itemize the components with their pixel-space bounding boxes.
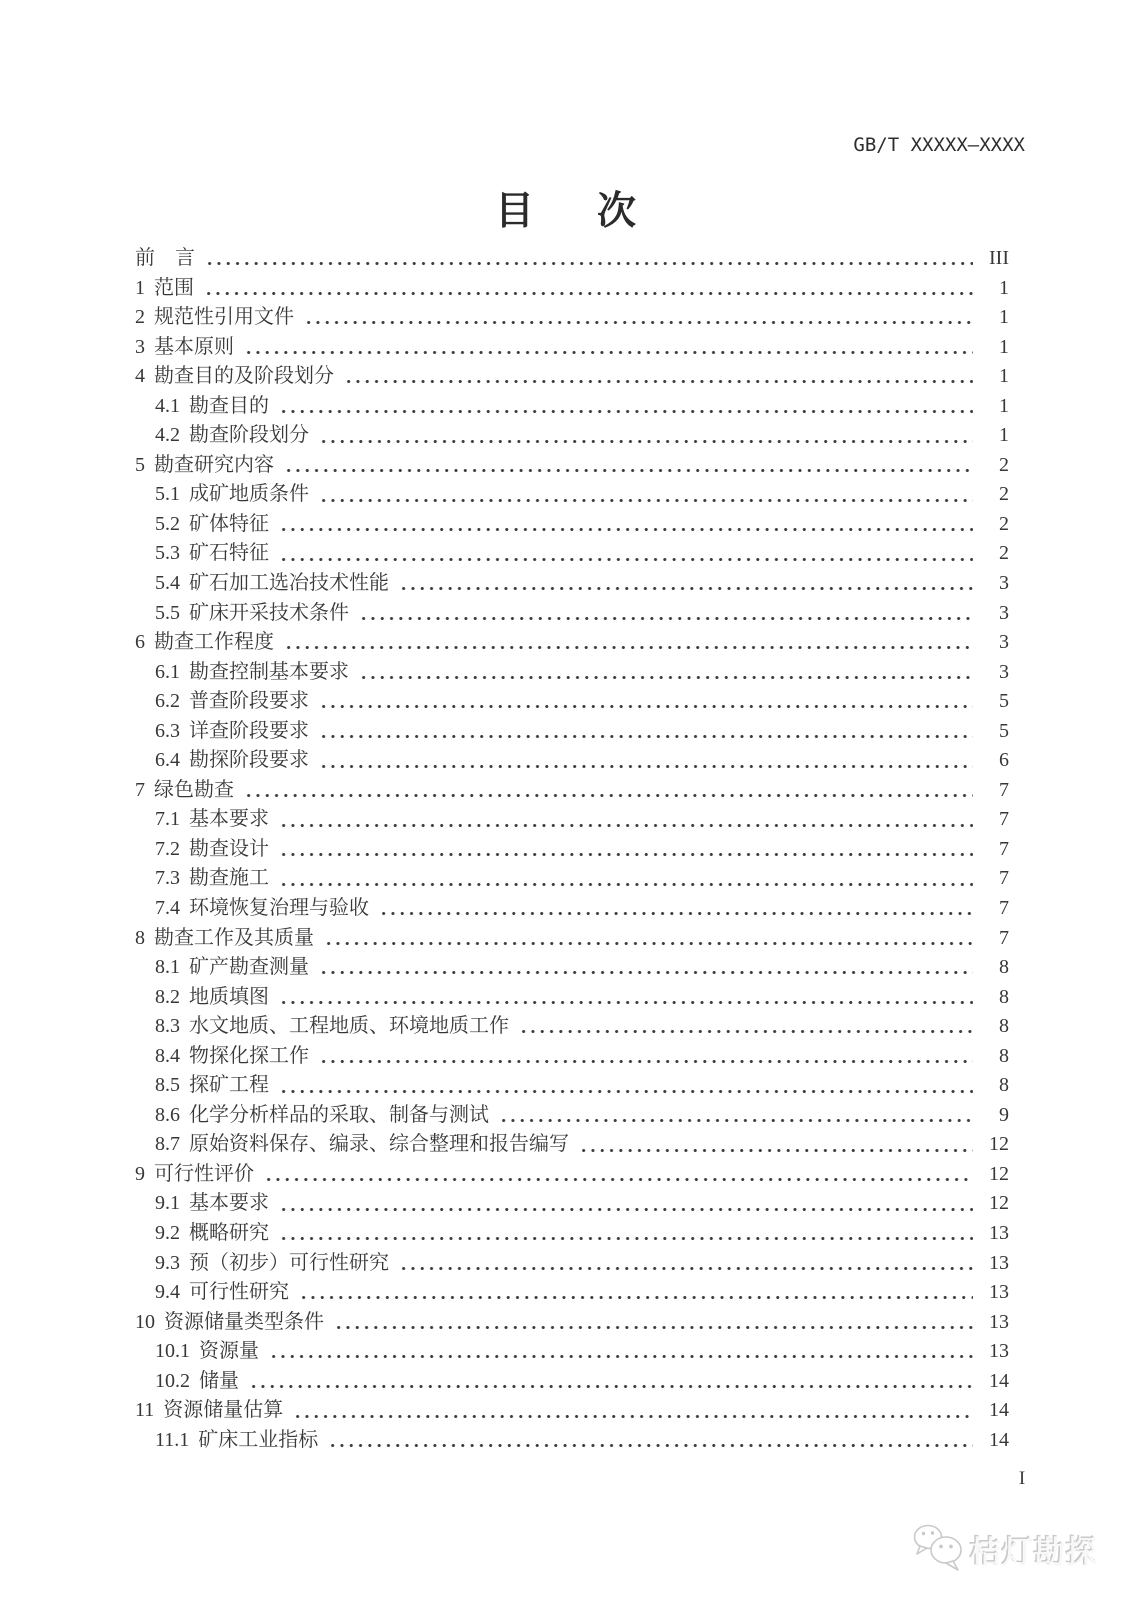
toc-entry-page: 14	[989, 1369, 1009, 1392]
toc-leader-dots	[319, 487, 973, 507]
toc-entry-page: 7	[999, 926, 1009, 949]
toc-entry-label: 4 勘查目的及阶段划分	[135, 365, 334, 388]
toc-entry[interactable]	[135, 1364, 1009, 1394]
toc-leader-dots	[249, 1373, 973, 1393]
toc-entry-page: 13	[989, 1340, 1009, 1363]
toc-leader-dots	[279, 1226, 973, 1246]
toc-entry-page: 14	[989, 1428, 1009, 1451]
wechat-icon	[912, 1522, 964, 1577]
toc-entry[interactable]	[135, 389, 1009, 419]
toc-entry-page: 6	[999, 749, 1009, 772]
toc-entry[interactable]	[135, 802, 1009, 832]
toc-entry-label: 4.1 勘查目的	[155, 394, 269, 417]
toc-entry[interactable]	[135, 773, 1009, 803]
toc-leader-dots	[319, 1048, 973, 1068]
toc-entry[interactable]	[135, 1246, 1009, 1276]
toc-leader-dots	[319, 694, 973, 714]
toc-entry-label: 9.2 概略研究	[155, 1222, 269, 1244]
toc-leader-dots	[334, 1314, 973, 1334]
toc-entry-label: 11 资源储量估算	[135, 1399, 284, 1422]
toc-entry[interactable]	[135, 418, 1009, 448]
toc-entry-label: 前 言	[135, 246, 195, 269]
toc-entry-label: 9.1 基本要求	[155, 1192, 269, 1215]
toc-entry[interactable]	[135, 1334, 1009, 1364]
toc-leader-dots	[279, 546, 973, 566]
toc-entry[interactable]	[135, 1393, 1009, 1423]
toc-entry-label: 8.5 探矿工程	[155, 1074, 269, 1097]
toc-entry[interactable]	[135, 921, 1009, 951]
toc-leader-dots	[264, 1167, 973, 1187]
toc-entry-page: 14	[989, 1399, 1009, 1422]
toc-entry[interactable]	[135, 300, 1009, 330]
toc-entry-page: 3	[999, 601, 1009, 624]
toc-leader-dots	[284, 457, 973, 477]
toc-entry-label: 6.3 详查阶段要求	[155, 719, 309, 742]
toc-leader-dots	[379, 901, 973, 921]
toc-entry[interactable]	[135, 1068, 1009, 1098]
toc-entry-label: 1 范围	[135, 276, 194, 299]
toc-entry-label: 5.5 矿床开采技术条件	[155, 601, 349, 624]
toc-leader-dots	[499, 1107, 973, 1127]
toc-entry-label: 8.4 物探化探工作	[155, 1044, 309, 1067]
toc-entry[interactable]	[135, 714, 1009, 744]
toc-leader-dots	[299, 1285, 973, 1305]
toc-entry-page: 1	[999, 424, 1009, 447]
toc-entry-page: 7	[999, 896, 1009, 919]
toc-entry-page: 5	[999, 690, 1009, 713]
toc-entry[interactable]	[135, 655, 1009, 685]
toc-entry-page: 3	[999, 660, 1009, 683]
toc-entry-label: 6 勘查工作程度	[135, 631, 274, 654]
toc-entry-label: 11.1 矿床工业指标	[155, 1428, 319, 1451]
toc-leader-dots	[324, 930, 973, 950]
page-title: 目 次	[494, 190, 648, 233]
toc-leader-dots	[279, 398, 973, 418]
toc-entry[interactable]	[135, 596, 1009, 626]
toc-entry-page: 3	[999, 571, 1009, 594]
toc-leader-dots	[279, 516, 973, 536]
toc-leader-dots	[279, 841, 973, 861]
toc-entry-label: 7 绿色勘查	[135, 778, 234, 801]
toc-entry-label: 7.3 勘查施工	[155, 867, 269, 890]
toc-entry-page: 8	[999, 1015, 1009, 1038]
toc-leader-dots	[359, 664, 973, 684]
toc-list	[135, 241, 1009, 1452]
toc-entry[interactable]	[135, 507, 1009, 537]
toc-entry[interactable]	[135, 1216, 1009, 1246]
toc-entry[interactable]	[135, 625, 1009, 655]
toc-entry-page: 8	[999, 1074, 1009, 1097]
toc-entry[interactable]	[135, 241, 1009, 271]
toc-entry-label: 5.1 成矿地质条件	[155, 483, 309, 506]
toc-entry-page: 7	[999, 778, 1009, 801]
toc-leader-dots	[204, 280, 973, 300]
toc-leader-dots	[579, 1137, 973, 1157]
toc-entry-page: 1	[999, 394, 1009, 417]
toc-entry-page: 1	[999, 306, 1009, 329]
toc-leader-dots	[279, 1078, 973, 1098]
toc-entry-label: 9.3 预（初步）可行性研究	[155, 1251, 389, 1274]
toc-entry-page: 8	[999, 956, 1009, 979]
toc-entry-label: 8 勘查工作及其质量	[135, 926, 314, 949]
toc-leader-dots	[244, 782, 973, 802]
toc-entry-label: 8.7 原始资料保存、编录、综合整理和报告编写	[155, 1133, 569, 1156]
toc-leader-dots	[319, 753, 973, 773]
toc-entry[interactable]	[135, 566, 1009, 596]
toc-entry-page: 7	[999, 808, 1009, 831]
toc-entry-page: 8	[999, 985, 1009, 1008]
toc-entry-page: 1	[999, 276, 1009, 299]
toc-entry-label: 10 资源储量类型条件	[135, 1310, 324, 1333]
toc-entry[interactable]	[135, 1423, 1009, 1453]
toc-entry-label: 10.2 储量	[155, 1369, 239, 1392]
toc-entry[interactable]	[135, 743, 1009, 773]
toc-entry[interactable]	[135, 980, 1009, 1010]
toc-leader-dots	[344, 369, 973, 389]
toc-entry-label: 6.1 勘查控制基本要求	[155, 660, 349, 683]
toc-entry[interactable]	[135, 271, 1009, 301]
toc-entry-label: 6.4 勘探阶段要求	[155, 749, 309, 772]
toc-entry-label: 7.4 环境恢复治理与验收	[155, 896, 369, 919]
toc-entry[interactable]	[135, 861, 1009, 891]
toc-leader-dots	[279, 871, 973, 891]
standard-code: GB/T XXXXX—XXXX	[853, 134, 1025, 156]
watermark	[912, 1522, 1098, 1577]
watermark-text: 桔灯勘探	[970, 1535, 1098, 1570]
toc-entry-label: 8.2 地质填图	[155, 985, 269, 1008]
toc-entry-label: 10.1 资源量	[155, 1340, 259, 1363]
page-number: I	[1018, 1468, 1026, 1489]
toc-entry-page: 5	[999, 719, 1009, 742]
toc-entry-page: 9	[999, 1103, 1009, 1126]
toc-leader-dots	[399, 576, 973, 596]
toc-entry-label: 5.2 矿体特征	[155, 512, 269, 535]
toc-entry[interactable]	[135, 891, 1009, 921]
toc-entry[interactable]	[135, 1039, 1009, 1069]
toc-entry-label: 8.6 化学分析样品的采取、制备与测试	[155, 1103, 489, 1126]
toc-entry-page: 12	[989, 1162, 1009, 1185]
toc-entry-page: 13	[989, 1281, 1009, 1304]
toc-leader-dots	[319, 723, 973, 743]
toc-entry-label: 9.4 可行性研究	[155, 1281, 289, 1304]
toc-entry-label: 8.3 水文地质、工程地质、环境地质工作	[155, 1015, 509, 1038]
toc-leader-dots	[293, 1403, 973, 1423]
toc-entry[interactable]	[135, 330, 1009, 360]
toc-entry[interactable]	[135, 1009, 1009, 1039]
toc-entry[interactable]	[135, 1275, 1009, 1305]
toc-leader-dots	[244, 339, 973, 359]
toc-entry-page: 12	[989, 1133, 1009, 1156]
toc-entry-page: 12	[989, 1192, 1009, 1215]
toc-entry-page: 7	[999, 837, 1009, 860]
toc-entry-page: 3	[999, 631, 1009, 654]
toc-entry[interactable]	[135, 1187, 1009, 1217]
toc-entry-label: 9 可行性评价	[135, 1162, 254, 1185]
toc-entry-page: 13	[989, 1222, 1009, 1244]
toc-entry[interactable]	[135, 684, 1009, 714]
toc-entry[interactable]	[135, 1157, 1009, 1187]
toc-leader-dots	[279, 989, 973, 1009]
toc-entry[interactable]	[135, 1127, 1009, 1157]
toc-entry[interactable]	[135, 477, 1009, 507]
toc-entry[interactable]	[135, 448, 1009, 478]
toc-entry-label: 7.1 基本要求	[155, 808, 269, 831]
toc-leader-dots	[359, 605, 973, 625]
toc-entry-label: 7.2 勘查设计	[155, 837, 269, 860]
toc-entry-label: 8.1 矿产勘查测量	[155, 956, 309, 979]
toc-entry-page: 13	[989, 1251, 1009, 1274]
toc-leader-dots	[279, 1196, 973, 1216]
toc-entry-page: III	[989, 246, 1009, 269]
toc-entry-label: 6.2 普查阶段要求	[155, 690, 309, 713]
toc-entry[interactable]	[135, 950, 1009, 980]
toc-entry-page: 2	[999, 453, 1009, 476]
toc-leader-dots	[328, 1432, 973, 1452]
toc-leader-dots	[519, 1019, 973, 1039]
toc-entry-page: 2	[999, 483, 1009, 506]
toc-leader-dots	[399, 1255, 973, 1275]
toc-entry-page: 8	[999, 1044, 1009, 1067]
toc-leader-dots	[319, 428, 973, 448]
toc-leader-dots	[269, 1344, 973, 1364]
toc-entry[interactable]	[135, 1305, 1009, 1335]
toc-leader-dots	[304, 310, 973, 330]
toc-entry[interactable]	[135, 359, 1009, 389]
toc-leader-dots	[284, 635, 973, 655]
toc-entry-label: 2 规范性引用文件	[135, 306, 294, 329]
toc-leader-dots	[319, 960, 973, 980]
toc-entry-page: 13	[989, 1310, 1009, 1333]
toc-entry-page: 2	[999, 542, 1009, 565]
toc-entry-label: 3 基本原则	[135, 335, 234, 358]
toc-entry[interactable]	[135, 536, 1009, 566]
toc-entry-label: 5.4 矿石加工选冶技术性能	[155, 571, 389, 594]
toc-entry-label: 5.3 矿石特征	[155, 542, 269, 565]
toc-entry-page: 7	[999, 867, 1009, 890]
toc-entry-page: 1	[999, 365, 1009, 388]
toc-entry-page: 2	[999, 512, 1009, 535]
toc-entry-page: 1	[999, 335, 1009, 358]
toc-leader-dots	[205, 251, 973, 271]
toc-leader-dots	[279, 812, 973, 832]
toc-entry-label: 5 勘查研究内容	[135, 453, 274, 476]
toc-entry[interactable]	[135, 1098, 1009, 1128]
toc-entry[interactable]	[135, 832, 1009, 862]
toc-entry-label: 4.2 勘查阶段划分	[155, 424, 309, 447]
